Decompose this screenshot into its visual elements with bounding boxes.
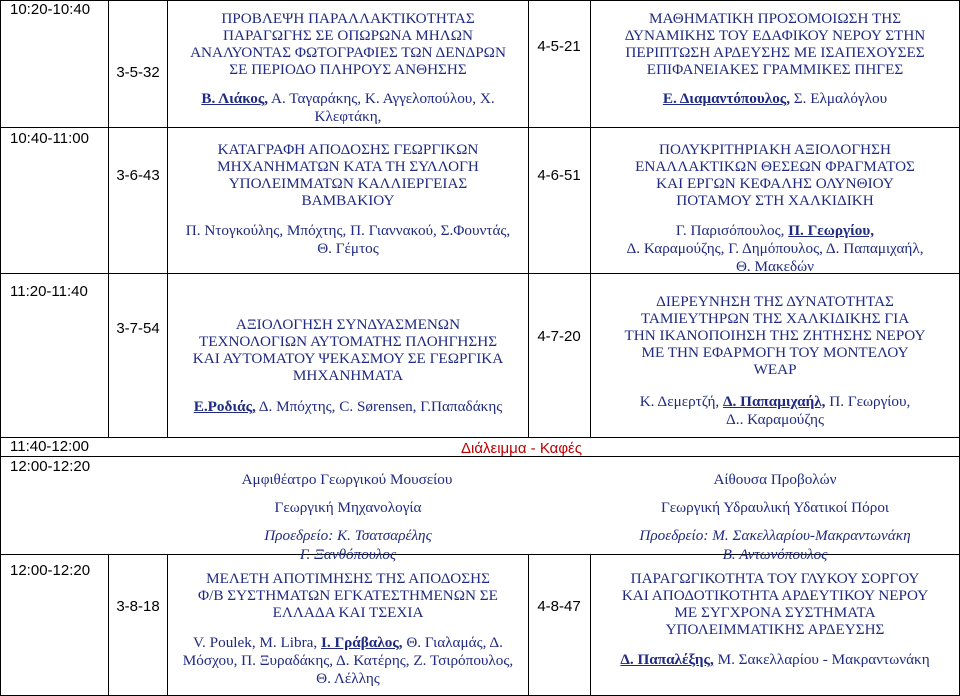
paper-code: 3-7-54 bbox=[116, 320, 160, 337]
paper-authors: Ε. Διαμαντόπουλος, Σ. Ελμαλόγλου bbox=[662, 90, 888, 107]
time-slot: 12:00-12:20 bbox=[10, 562, 91, 579]
break-time: 11:40-12:00 bbox=[10, 438, 89, 455]
paper-code: 4-8-47 bbox=[537, 598, 581, 615]
paper-authors: Κ. Δεμερτζή, Δ. Παπαμιχαήλ, Π. Γεωργίου, Δ.. Καραμούζης bbox=[639, 393, 911, 428]
paper-title: ΠΑΡΑΓΩΓΙΚΟΤΗΤΑ ΤΟΥ ΓΛΥΚΟΥ ΣΟΡΓΟΥ ΚΑΙ ΑΠΟΔΟΤΙΚΟΤΗΤΑ ΑΡΔΕΥΤΙΚΟΥ ΝΕΡΟΥ ΜΕ ΣΥΓΧΡΟΝΑ ΣΥΣΤΗΜΑΤΑ ΥΠΟΛΕΙΜΜΑΤΙΚΗΣ ΑΡΔΕΥΣΗΣ bbox=[621, 570, 929, 638]
session-chairs: Προεδρείο: Μ. Σακελλαρίου-Μακραντωνάκη bbox=[639, 527, 911, 544]
presenting-author: Β. Λιάκος, bbox=[201, 90, 269, 107]
paper-authors: Γ. Παρισόπουλος, Π. Γεωργίου, Δ. Καραμούζης, Γ. Δημόπουλος, Δ. Παπαμιχαήλ, Θ. Μακεδών bbox=[626, 222, 924, 275]
session-topic: Γεωργική Υδραυλική Υδατικοί Πόροι bbox=[661, 499, 889, 516]
paper-title: ΔΙΕΡΕΥΝΗΣΗ ΤΗΣ ΔΥΝΑΤΟΤΗΤΑΣ ΤΑΜΙΕΥΤΗΡΩΝ ΤΗΣ ΧΑΛΚΙΔΙΚΗΣ ΓΙΑ ΤΗΝ ΙΚΑΝΟΠΟΙΗΣΗ ΤΗΣ ΖΗΤΗΣΗΣ ΝΕΡΟΥ ΜΕ ΤΗΝ ΕΦΑΡΜΟΓΗ ΤΟΥ ΜΟΝΤΕΛΟΥ WEAP bbox=[624, 293, 926, 378]
paper-code: 4-5-21 bbox=[537, 38, 581, 55]
presenting-author: Δ. Παπαλέξης, bbox=[620, 651, 714, 668]
paper-code: 3-5-32 bbox=[116, 64, 160, 81]
paper-authors: Π. Ντογκούλης, Μπόχτης, Π. Γιαννακού, Σ.Φουντάς, Θ. Γέμτος bbox=[185, 222, 511, 257]
time-slot: 10:20-10:40 bbox=[10, 1, 91, 18]
paper-authors: Ε.Ροδιάς, Δ. Μπόχτης, C. Sørensen, Γ.Παπαδάκης bbox=[193, 398, 503, 415]
venue-name: Αίθουσα Προβολών bbox=[713, 471, 837, 488]
session-chairs-2: Γ. Ξανθόπουλος bbox=[299, 546, 397, 563]
session-topic: Γεωργική Μηχανολογία bbox=[274, 499, 422, 516]
paper-title: ΚΑΤΑΓΡΑΦΗ ΑΠΟΔΟΣΗΣ ΓΕΩΡΓΙΚΩΝ ΜΗΧΑΝΗΜΑΤΩΝ ΚΑΤΑ ΤΗ ΣΥΛΛΟΓΗ ΥΠΟΛΕΙΜΜΑΤΩΝ ΚΑΛΛΙΕΡΓΕΙΑΣ ΒΑΜΒΑΚΙΟΥ bbox=[217, 141, 479, 209]
paper-code: 4-6-51 bbox=[537, 167, 581, 184]
paper-title: ΑΞΙΟΛΟΓΗΣΗ ΣΥΝΔΥΑΣΜΕΝΩΝ ΤΕΧΝΟΛΟΓΙΩΝ ΑΥΤΟΜΑΤΗΣ ΠΛΟΗΓΗΣΗΣ ΚΑΙ ΑΥΤΟΜΑΤΟΥ ΨΕΚΑΣΜΟΥ ΣΕ ΓΕΩΡΓΙΚΑ ΜΗΧΑΝΗΜΑΤΑ bbox=[192, 316, 504, 384]
paper-authors: V. Poulek, M. Libra, Ι. Γράβαλος, Θ. Γιαλαμάς, Δ. Μόσχου, Π. Ξυραδάκης, Δ. Κατέρης, Ζ. Τσιρόπουλος, Θ. Λέλλης bbox=[182, 634, 514, 687]
session-left bbox=[168, 470, 528, 564]
time-slot: 10:40-11:00 bbox=[10, 130, 89, 147]
time-slot: 11:20-11:40 bbox=[10, 283, 88, 300]
presenting-author: Δ. Παπαμιχαήλ, bbox=[723, 393, 826, 410]
paper-title: ΠΡΟΒΛΕΨΗ ΠΑΡΑΛΛΑΚΤΙΚΟΤΗΤΑΣ ΠΑΡΑΓΩΓΗΣ ΣΕ ΟΠΩΡΩΝΑ ΜΗΛΩΝ ΑΝΑΛΥΟΝΤΑΣ ΦΩΤΟΓΡΑΦΙΕΣ ΤΩΝ ΔΕΝΔΡΩΝ ΣΕ ΠΕΡΙΟΔΟ ΠΛΗΡΟΥΣ ΑΝΘΗΣΗΣ bbox=[190, 10, 506, 78]
presenting-author: Π. Γεωργίου, bbox=[788, 222, 875, 239]
paper-title: ΜΑΘΗΜΑΤΙΚΗ ΠΡΟΣΟΜΟΙΩΣΗ ΤΗΣ ΔΥΝΑΜΙΚΗΣ ΤΟΥ ΕΔΑΦΙΚΟΥ ΝΕΡΟΥ ΣΤΗΝ ΠΕΡΙΠΤΩΣΗ ΑΡΔΕΥΣΗΣ ΜΕ ΙΣΑΠΕΧΟΥΣΕΣ ΕΠΙΦΑΝΕΙΑΚΕΣ ΓΡΑΜΜΙΚΕΣ ΠΗΓΕΣ bbox=[624, 10, 926, 78]
session-right bbox=[591, 470, 959, 564]
session-time: 12:00-12:20 bbox=[10, 458, 91, 475]
paper-code: 3-8-18 bbox=[116, 598, 160, 615]
paper-title: ΜΕΛΕΤΗ ΑΠΟΤΙΜΗΣΗΣ ΤΗΣ ΑΠΟΔΟΣΗΣ Φ/Β ΣΥΣΤΗΜΑΤΩΝ ΕΓΚΑΤΕΣΤΗΜΕΝΩΝ ΣΕ ΕΛΛΑΔΑ ΚΑΙ ΤΣΕΧΙΑ bbox=[198, 570, 498, 621]
paper-authors: Β. Λιάκος, Α. Ταγαράκης, Κ. Αγγελοπούλου, Χ. Κλεφτάκη, bbox=[201, 90, 495, 125]
venue-name: Αμφιθέατρο Γεωργικού Μουσείου bbox=[241, 471, 453, 488]
break-label: Διάλειμμα - Καφές bbox=[461, 440, 582, 457]
presenting-author: Ι. Γράβαλος, bbox=[321, 634, 403, 651]
paper-code: 3-6-43 bbox=[116, 167, 160, 184]
session-chairs: Προεδρείο: Κ. Τσατσαρέλης bbox=[264, 527, 432, 544]
presenting-author: Ε.Ροδιάς, bbox=[193, 398, 256, 415]
paper-code: 4-7-20 bbox=[537, 328, 581, 345]
presenting-author: Ε. Διαμαντόπουλος, bbox=[662, 90, 790, 107]
paper-authors: Δ. Παπαλέξης, Μ. Σακελλαρίου - Μακραντωνάκη bbox=[620, 651, 930, 668]
paper-title: ΠΟΛΥΚΡΙΤΗΡΙΑΚΗ ΑΞΙΟΛΟΓΗΣΗ ΕΝΑΛΛΑΚΤΙΚΩΝ ΘΕΣΕΩΝ ΦΡΑΓΜΑΤΟΣ ΚΑΙ ΕΡΓΩΝ ΚΕΦΑΛΗΣ ΟΛΥΝΘΙΟΥ ΠΟΤΑΜΟΥ ΣΤΗ ΧΑΛΚΙΔΙΚΗ bbox=[635, 141, 915, 209]
session-chairs-2: Β. Αντωνόπουλος bbox=[722, 546, 828, 563]
